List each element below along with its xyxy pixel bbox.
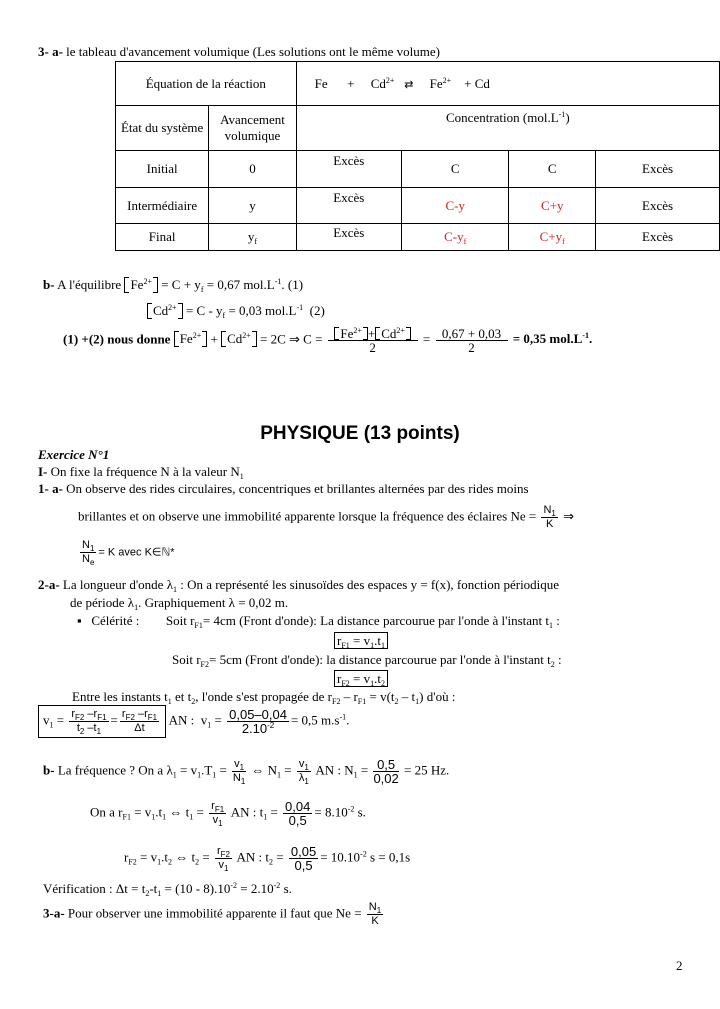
col-concentration: Concentration $(mol.L^{-1})$ xyxy=(296,106,719,151)
velocity-formula: $v_1$ = $\frac{r_{F2} -r_{F1}}{t_2 -t_1}$ = $\frac{r_{F2} -r_{F1}}{\Delta t}$ AN : $v_1$ = $\frac{0,05-0,04}{2.10^{-2}}$ = 0,5 $m.s^{-1}$. xyxy=(38,705,349,738)
table-row: Intermédiaire y Excès C-y C+y Excès xyxy=(116,188,720,224)
table-row: Initial 0 Excès C C Excès xyxy=(116,151,720,188)
equilibrium-line-2: $Cd^{2+} = C - y_f = 0,03$ $mol.L^{-1}$ (2) xyxy=(147,303,325,319)
col-etat: État du système xyxy=(116,106,209,151)
section-title: PHYSIQUE (13 points) xyxy=(260,423,460,444)
part-I: I- On fixe la fréquence N à la valeur $N_1$ xyxy=(38,464,244,481)
t2-line: $r_{F2} = v_1.t_2$ ⇔ $t_2$ = $\frac{r_{F2}}{v_1}$ AN : $t_2$ = $\frac{0,05}{0,5}$ = $10.10^{-2}$ s = 0,1s xyxy=(124,844,411,873)
page-number: 2 xyxy=(676,958,683,973)
t1-line: On a $r_{F1} = v_1.t_1$ ⇔ $t_1$ = $\frac{r_{F1}}{v_1}$ AN : $t_1$ = $\frac{0,04}{0,5}$ = $8.10^{-2}$ s. xyxy=(90,799,366,828)
exercise-heading: Exercice N°1 xyxy=(38,447,110,462)
section-3a: 3- a- le tableau d'avancement volumique (Les solutions ont le même volume) xyxy=(38,44,440,59)
sum-equation: (1) +(2) nous donne $Fe^{2+} + Cd^{2+} = 2C$ ⇒ C = $\frac{Fe^{2+} + Cd^{2+}}{2}$ = $\frac{0,67 + 0,03}{2}$ = 0,35 $mol.L^{-1}$. xyxy=(63,326,593,355)
table-row: Final $y_f$ Excès $C-y_f$ $C+y_f$ Excès xyxy=(116,224,720,251)
advancement-table xyxy=(115,61,720,251)
part-1a-line1: 1- a- On observe des rides circulaires, concentriques et brillantes alternées par des rides moins xyxy=(38,481,529,496)
part-2a-line1: 2-a- La longueur d'onde $\lambda_1$ : On a représenté les sinusoïdes des espaces y = f(x), fonction périodique xyxy=(38,577,560,594)
entre-line: Entre les instants $t_1$ et $t_2$, l'onde s'est propagée de $r_{F2} - r_{F1} = v(t_2 - t_1)$ d'où : xyxy=(72,689,456,706)
soit-rf2: Soit $r_{F2}= 5cm$ (Front d'onde): la distance parcourue par l'onde à l'instant $t_2$ : xyxy=(172,652,562,669)
verification-line: Vérification : $\Delta t = t_2-t_1 = (10 - 8).10^{-2} = 2.10^{-2}$ s. xyxy=(43,881,292,898)
col-avancement: Avancement volumique xyxy=(209,106,296,151)
part-1a-line2: brillantes et on observe une immobilité apparente lorsque la fréquence des éclaires Ne = $\frac{N_1}{K}$ ⇒ xyxy=(78,504,574,530)
part-1a-line3: $\frac{N_1}{N_e}$ = K avec K∈ℕ* xyxy=(82,539,175,567)
box-rf1: $r_{F1} = v_1.t_1$ xyxy=(334,633,388,649)
part-2a-line2: de période $\lambda_1$. Graphiquement λ = 0,02 m. xyxy=(70,595,289,612)
equilibrium-line-1: b- A l'équilibre $Fe^{2+} = C + y_f = 0,67$ $mol.L^{-1}$. (1) xyxy=(43,277,304,294)
celerity-line: ▪ Célérité : Soit $r_{F1}= 4cm$ (Front d'onde): La distance parcourue par l'onde à l'instant $t_1$ : xyxy=(77,613,560,630)
frequency-line: b- La fréquence ? On a $\lambda_1 = v_1.T_1$ = $\frac{v_1}{N_1}$ ⇔ $N_1$ = $\frac{v_1}{\lambda_1}$ AN : $N_1$ = $\frac{0,5}{0,02}$ = 25 Hz. xyxy=(43,757,450,786)
box-rf2: $r_{F2} = v_1.t_2$ xyxy=(334,671,388,687)
reaction-equation: Fe + $Cd^{2+}$ ⇄ $Fe^{2+}$ + Cd xyxy=(296,62,719,106)
part-3a-physique: 3-a- Pour observer une immobilité apparente il faut que Ne = $\frac{N_1}{K}$ xyxy=(43,901,382,927)
equation-label: Équation de la réaction xyxy=(116,62,297,106)
